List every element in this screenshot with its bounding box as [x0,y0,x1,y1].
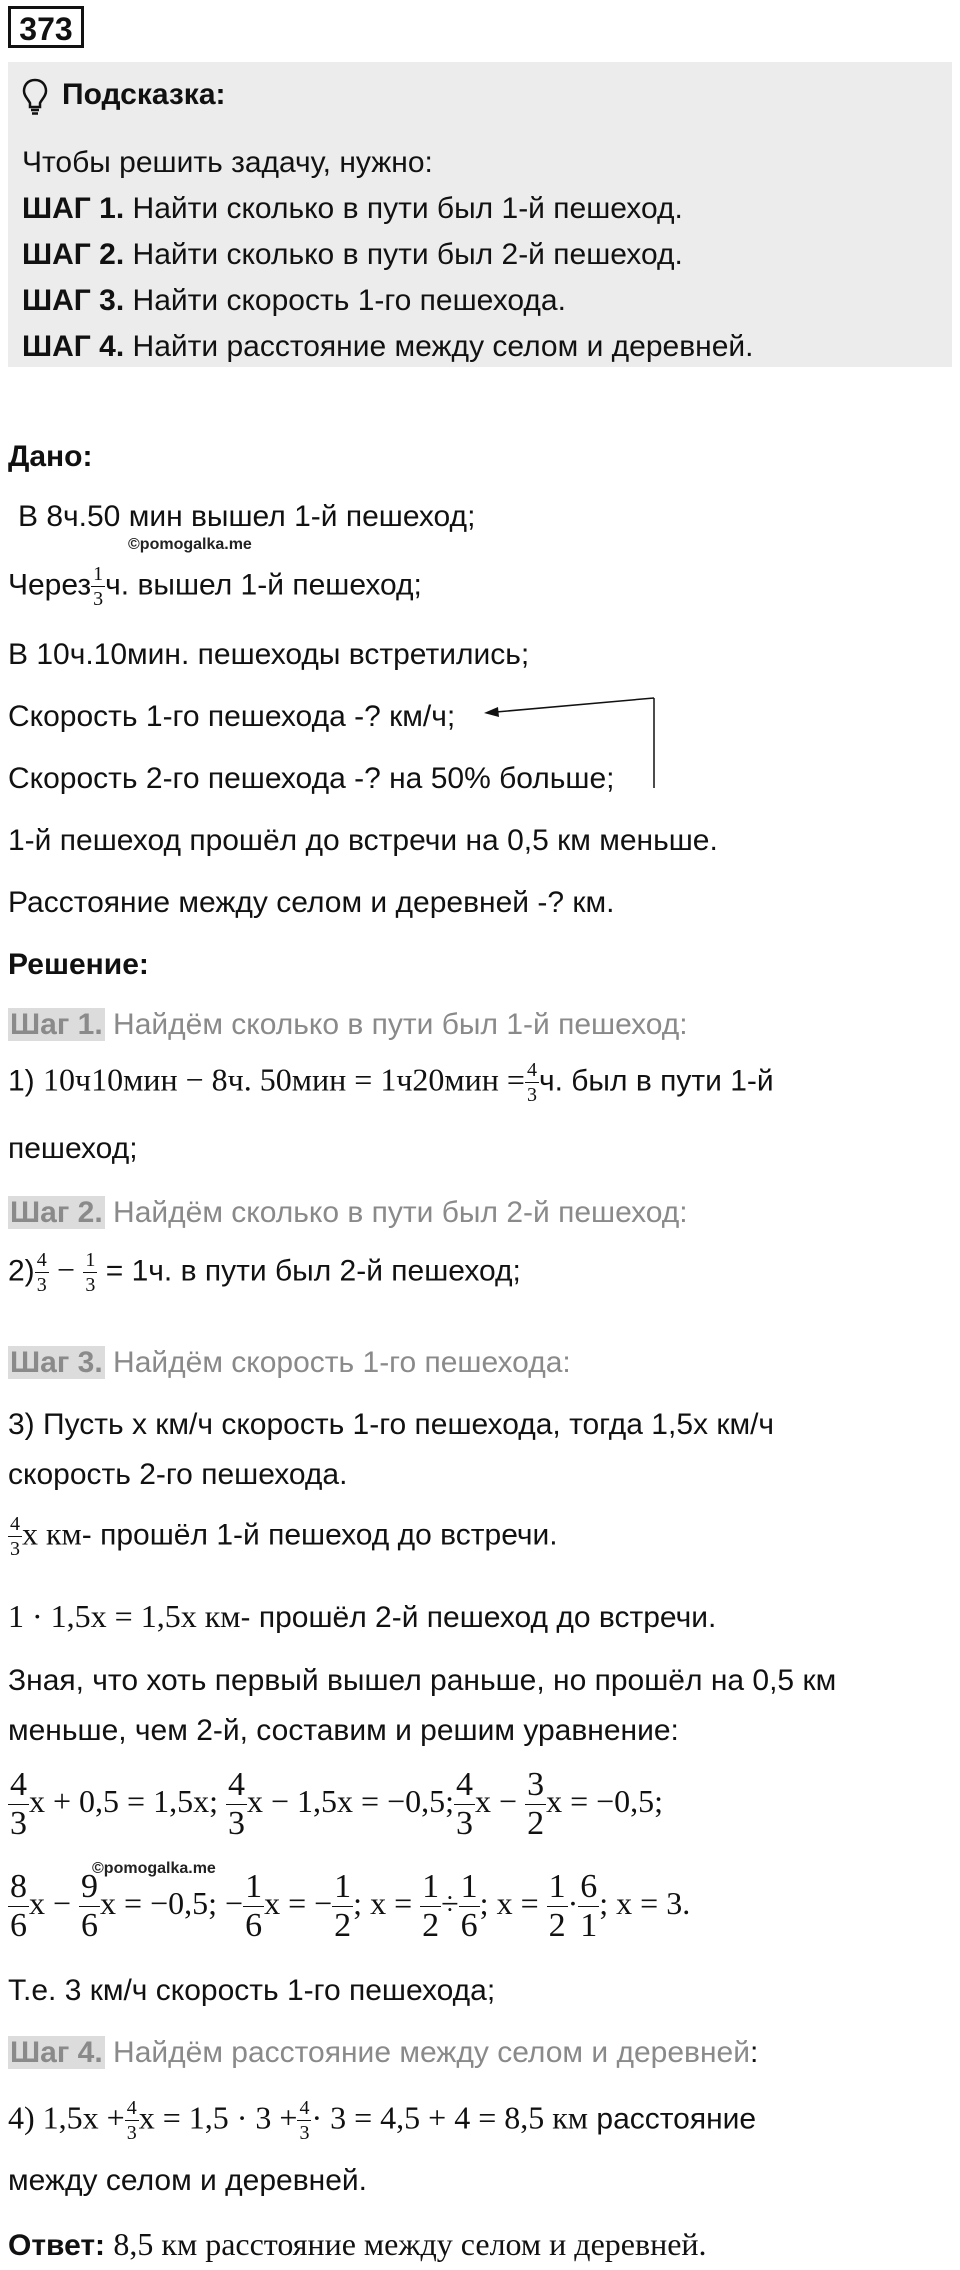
step-tag: Шаг 2. [10,1196,103,1229]
equation-part: ; x = [353,1884,413,1921]
step-3-line-1: 3) Пусть x км/ч скорость 1-го пешехода, тогда 1,5x км/ч [8,1408,775,1441]
given-line-6: 1-й пешеход прошёл до встречи на 0,5 км меньше. [8,824,718,857]
equation-part: ÷ [441,1884,459,1921]
numerator: 4 [227,1766,245,1803]
fraction [297,2098,311,2143]
fraction [83,1250,97,1295]
denominator: 6 [10,1907,27,1944]
numerator: 4 [456,1766,474,1803]
hint-step-text: Найти сколько в пути был 1-й пешеход. [132,192,683,225]
fraction [420,1870,441,1943]
equation-part: x = −0,5; − [100,1884,244,1921]
numerator: 9 [81,1868,99,1905]
fraction [243,1870,264,1943]
equation: 10ч10мин − 8ч. 50мин = 1ч20мин = [43,1061,525,1098]
denominator: 3 [10,1805,27,1842]
equation-part: · 3 = 4,5 + 4 = 8,5 км [311,2099,589,2136]
step-4-continuation: между селом и деревней. [8,2164,367,2197]
fraction [459,1870,480,1943]
given-line-2-post: ч. вышел 1-й пешеход; [105,568,422,602]
step-3-line-6: меньше, чем 2-й, составим и решим уравнение: [8,1714,679,1747]
eq-number: 2) [8,1254,35,1288]
numerator: 1 [548,1868,566,1905]
numerator: 1 [334,1868,352,1905]
denominator: 3 [93,588,104,610]
step-text: Найдём сколько в пути был 1-й пешеход: [113,1008,688,1041]
task-number: 373 [8,6,84,48]
step-3-line-5: Зная, что хоть первый вышел раньше, но прошёл на 0,5 км [8,1664,837,1697]
given-line-3: В 10ч.10мин. пешеходы встретились; [8,638,530,671]
hint-step-4 [22,330,754,364]
minus-sign: − [57,1251,76,1288]
numerator: 1 [460,1868,478,1905]
denominator: 1 [580,1907,598,1944]
equation-text: ч. был в пути 1-й [538,1064,774,1098]
fraction [79,1870,100,1943]
step-4-equation [8,2098,756,2143]
step-3-line-4 [8,1598,716,1635]
denominator: 3 [299,2122,310,2144]
hint-step-2 [22,238,683,272]
fraction [35,1250,49,1295]
step-text: Найдём сколько в пути был 2-й пешеход: [113,1196,688,1229]
hint-step-1 [22,192,683,226]
hint-step-text: Найти расстояние между селом и деревней. [132,330,754,363]
step-1-heading [8,1008,688,1042]
step-3-conclusion: Т.е. 3 км/ч скорость 1-го пешехода; [8,1974,496,2007]
equation-part: x + 0,5 = 1,5x; [29,1782,218,1819]
expression: 1 · 1,5x = 1,5x км [8,1598,241,1634]
numerator: 1 [93,563,104,585]
denominator: 2 [334,1907,352,1944]
denominator: 6 [81,1907,99,1944]
equation-part: · [567,1884,579,1921]
step-tag: Шаг 1. [10,1008,103,1041]
numerator: 1 [245,1868,263,1905]
fraction [8,1768,29,1841]
numerator: 1 [422,1868,440,1905]
given-line-1: В 8ч.50 мин вышел 1-й пешеход; [18,500,476,533]
step-text: Найдём расстояние между селом и деревней [113,2036,750,2069]
watermark: ©pomogalka.me [128,536,252,553]
fraction [525,1060,539,1105]
equation-part: x = − [264,1884,333,1921]
numerator: 4 [299,2097,310,2119]
given-line-7: Расстояние между селом и деревней -? км. [8,886,615,919]
step-1-equation [8,1060,774,1105]
fraction [8,1514,22,1559]
denominator: 2 [527,1805,545,1842]
denominator: 3 [526,1084,537,1106]
equation-part: x = −0,5; [546,1782,664,1819]
fraction [525,1768,546,1841]
numerator: 4 [10,1513,20,1535]
fraction [226,1768,247,1841]
given-line-2-pre: Через [8,568,92,602]
expression-text: - прошёл 1-й пешеход до встречи. [81,1518,558,1552]
relation-arrow [480,688,660,800]
hint-step-label: ШАГ 2. [22,238,125,271]
step-2-heading [8,1196,688,1230]
step-tag: Шаг 3. [10,1346,103,1379]
step-1-continuation: пешеход; [8,1132,138,1165]
hint-step-label: ШАГ 4. [22,330,125,363]
watermark: ©pomogalka.me [92,1860,216,1877]
numerator: 4 [126,2097,137,2119]
numerator: 6 [580,1868,598,1905]
answer-label: Ответ: [8,2229,106,2262]
step-3-line-3 [8,1514,558,1559]
equation-part: 4) 1,5x + [8,2099,125,2136]
denominator: 3 [10,1538,20,1560]
fraction [125,2098,139,2143]
denominator: 2 [548,1907,566,1944]
step-text: Найдём скорость 1-го пешехода: [113,1346,571,1379]
equation-row-b [8,1870,690,1943]
equation-text: = 1ч. в пути был 2-й пешеход; [105,1254,521,1288]
equation-part: x = 1,5 · 3 + [138,2099,298,2136]
numerator: 1 [85,1249,96,1271]
denominator: 6 [460,1907,478,1944]
given-line-5: Скорость 2-го пешехода -? на 50% больше; [8,762,615,795]
hint-step-label: ШАГ 1. [22,192,125,225]
equation-text: расстояние [596,2102,757,2136]
numerator: 8 [10,1868,27,1905]
step-3-line-2: скорость 2-го пешехода. [8,1458,348,1491]
solution-title: Решение: [8,948,149,981]
step-2-equation [8,1250,521,1295]
equation-part: x − 1,5x = −0,5; [246,1782,455,1819]
step-tag: Шаг 4. [10,2036,103,2069]
step-colon: : [750,2036,759,2069]
denominator: 3 [126,2122,137,2144]
eq-number: 1) [8,1064,35,1098]
equation-part: ; x = 3. [599,1884,691,1921]
numerator: 4 [36,1249,47,1271]
numerator: 4 [10,1766,27,1803]
lightbulb-icon [22,78,48,116]
equation-part: x − [475,1782,518,1819]
step-3-heading [8,1346,571,1380]
given-title: Дано: [8,440,93,473]
answer-value: 8,5 км расстояние между селом и деревней. [113,2226,707,2262]
denominator: 3 [85,1274,96,1296]
expression: x км [22,1515,82,1552]
step-4-heading [8,2036,758,2070]
hint-step-label: ШАГ 3. [22,284,125,317]
numerator: 4 [526,1059,537,1081]
given-line-2 [8,564,422,609]
hint-step-text: Найти скорость 1-го пешехода. [132,284,566,317]
given-line-4: Скорость 1-го пешехода -? км/ч; [8,700,456,733]
answer [8,2226,707,2263]
fraction [91,564,105,609]
denominator: 3 [36,1274,47,1296]
denominator: 3 [456,1805,474,1842]
denominator: 6 [245,1907,263,1944]
hint-title: Подсказка: [62,78,226,111]
numerator: 3 [527,1766,545,1803]
fraction [332,1870,353,1943]
denominator: 3 [227,1805,245,1842]
fraction [578,1870,599,1943]
hint-step-text: Найти сколько в пути был 2-й пешеход. [132,238,683,271]
equation-part: x − [29,1884,72,1921]
fraction [547,1870,568,1943]
fraction [454,1768,475,1841]
equation-part: ; x = [479,1884,539,1921]
equation-row-a [8,1768,663,1841]
denominator: 2 [422,1907,440,1944]
expression-text: - прошёл 2-й пешеход до встречи. [240,1601,717,1634]
hint-intro: Чтобы решить задачу, нужно: [22,146,433,179]
fraction [8,1870,29,1943]
hint-step-3 [22,284,566,318]
